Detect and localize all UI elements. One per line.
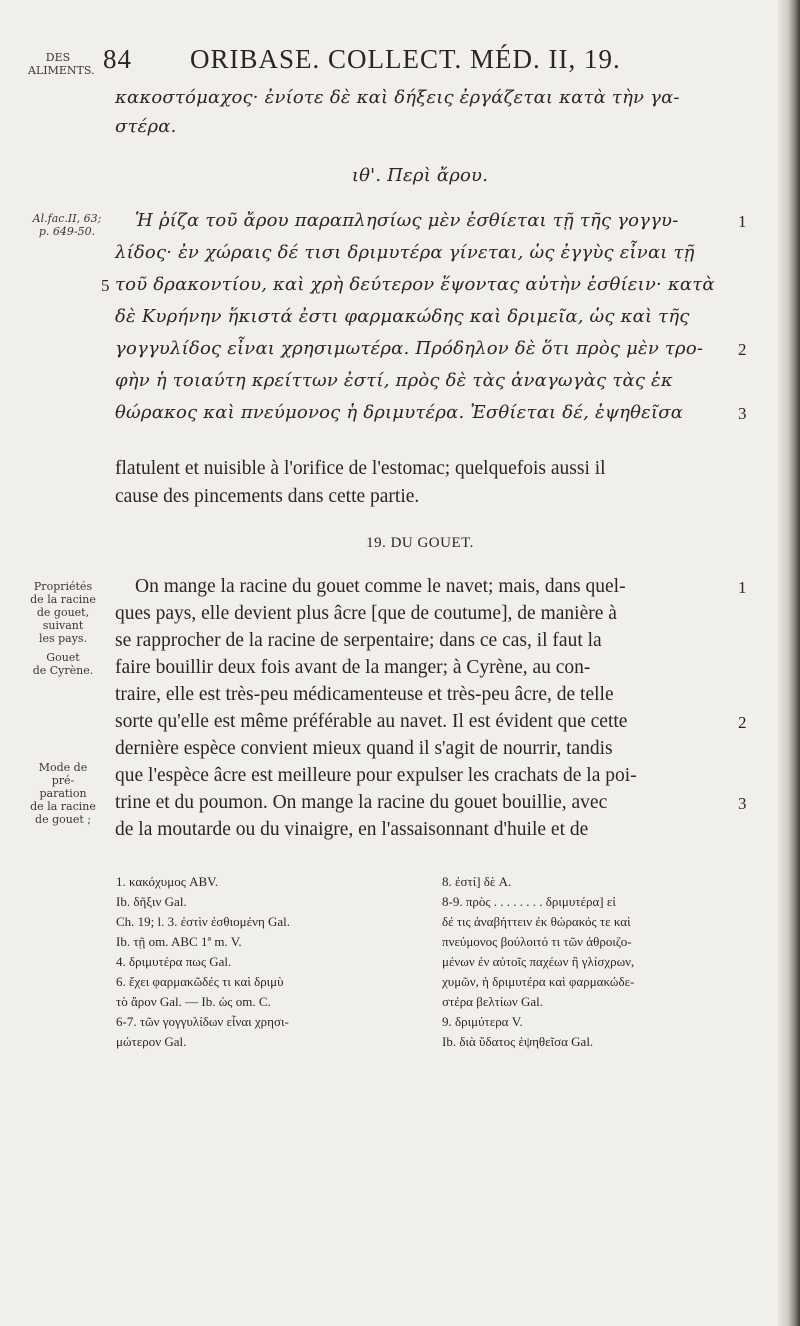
greek-section-title: ιθ'. Περὶ ἄρου.	[351, 165, 489, 186]
french-body-line: trine et du poumon. On mange la racine du gouet bouillie, avec	[115, 792, 608, 813]
margin-note-line: de gouet ;	[35, 813, 91, 826]
greek-body-line: τοῦ δρακοντίου, καὶ χρὴ δεύτερον ἕψοντας αὐτὴν ἐσθίειν· κατὰ	[115, 274, 715, 295]
french-carry-line: cause des pincements dans cette partie.	[115, 486, 420, 507]
footnote-right: Ib. διὰ ὕδατος ἑψηθεῖσα Gal.	[442, 1034, 594, 1049]
greek-body-line: Ἡ ῥίζα τοῦ ἄρου παραπλησίως μὲν ἐσθίεται τῇ τῆς γογγυ-	[135, 210, 679, 231]
running-title: ORIBASE. COLLECT. MÉD. II, 19.	[190, 44, 621, 74]
footnote-right: μένων ἐν αὐτοῖς παχέων ἢ γλίσχρων,	[442, 954, 635, 969]
french-carry-line: flatulent et nuisible à l'orifice de l'estomac; quelquefois aussi il	[115, 458, 606, 479]
greek-body-line: θώρακος καὶ πνεύμονος ἡ δριμυτέρα. Ἐσθίεται δέ, ἑψηθεῖσα	[115, 402, 684, 423]
margin-note-line: de gouet,	[36, 606, 90, 619]
line-number: 2	[738, 340, 747, 359]
greek-source-reference	[28, 212, 106, 238]
french-section-title: 19. DU GOUET.	[366, 535, 474, 551]
french-body-line: se rapprocher de la racine de serpentaire; dans ce cas, il faut la	[115, 630, 602, 651]
footnote-left: Ib. δῆξιν Gal.	[116, 894, 187, 909]
margin-note-line: de la racine	[30, 593, 96, 606]
french-body-line: faire bouillir deux fois avant de la manger; à Cyrène, au con-	[115, 657, 591, 678]
line-number: 2	[738, 713, 747, 732]
margin-note-line: de la racine	[30, 800, 96, 813]
margin-note-line: Gouet	[46, 651, 80, 664]
footnote-right: 8-9. πρὸς . . . . . . . . δριμυτέρα] εἰ	[442, 894, 616, 909]
greek-body-line: δὲ Κυρήνην ἥκιστά ἐστι φαρμακώδης καὶ δριμεῖα, ὡς καὶ τῆς	[115, 306, 690, 327]
footnote-left: 6. ἔχει φαρμακῶδές τι καὶ δριμὺ	[116, 974, 284, 989]
greek-carry-line: κακοστόμαχος· ἐνίοτε δὲ καὶ δήξεις ἐργάζεται κατὰ τὴν γα-	[115, 87, 680, 108]
french-body-line: dernière espèce convient mieux quand il s'agit de nourrir, tandis	[115, 738, 613, 759]
line-number: 3	[738, 404, 747, 423]
greek-body-line: φὴν ἡ τοιαύτη κρείττων ἐστί, πρὸς δὲ τὰς ἀναγωγὰς τὰς ἐκ	[115, 370, 673, 391]
french-body-line: ques pays, elle devient plus âcre [que de coutume], de manière à	[115, 603, 617, 624]
footnote-left: μώτερον Gal.	[116, 1034, 187, 1049]
line-number: 1	[738, 212, 747, 231]
footnote-right: χυμῶν, ἡ δριμυτέρα καὶ φαρμακώδε-	[442, 974, 635, 989]
margin-note-line: de Cyrène.	[32, 664, 94, 677]
margin-note-line: paration	[39, 787, 87, 800]
line-number: 5	[101, 276, 110, 295]
footnote-left: 1. κακόχυμος ABV.	[116, 874, 219, 889]
french-body-line: que l'espèce âcre est meilleure pour expulser les crachats de la poi-	[115, 765, 637, 786]
margin-note-properties	[28, 580, 98, 645]
margin-note-line: Propriétés	[33, 580, 93, 593]
french-body-line: On mange la racine du gouet comme le navet; mais, dans quel-	[135, 576, 626, 597]
footnote-right: πνεύμονος βούλοιτό τι τῶν ἀθροιζο-	[442, 934, 632, 949]
french-body-line: sorte qu'elle est même préférable au navet. Il est évident que cette	[115, 711, 628, 732]
line-number: 1	[738, 578, 747, 597]
margin-note-cyrene	[28, 651, 98, 677]
greek-body-line: γογγυλίδος εἶναι χρησιμωτέρα. Πρόδηλον δὲ ὅτι πρὸς μὲν τρο-	[115, 338, 704, 359]
margin-note-line: Mode de pré-	[38, 761, 88, 787]
margin-section-label-line1: DES	[45, 51, 71, 64]
footnote-left: Ib. τῇ om. ABC 1ª m. V.	[116, 934, 242, 949]
footnote-right: στέρα βελτίων Gal.	[442, 994, 544, 1009]
footnote-left: 4. δριμυτέρα πως Gal.	[116, 954, 232, 969]
greek-carry-line: στέρα.	[115, 116, 177, 137]
footnote-left: τὸ ἄρον Gal. — Ib. ὡς om. C.	[116, 994, 271, 1009]
footnote-right: δέ τις ἀναβήττειν ἐκ θώρακός τε καὶ	[442, 914, 631, 929]
page-number: 84	[103, 44, 132, 74]
footnote-left: Ch. 19; l. 3. ἐστὶν ἐσθιομένη Gal.	[116, 914, 291, 929]
french-body-line: de la moutarde ou du vinaigre, en l'assaisonnant d'huile et de	[115, 819, 589, 840]
footnote-left: 6-7. τῶν γογγυλίδων εἶναι χρησι-	[116, 1014, 289, 1029]
line-number: 3	[738, 794, 747, 813]
greek-source-reference-line2: p. 649-50.	[38, 225, 96, 238]
margin-section-label-line2: ALIMENTS.	[28, 64, 95, 77]
french-body-line: traire, elle est très-peu médicamenteuse et très-peu âcre, de telle	[115, 684, 614, 705]
margin-note-line: les pays.	[38, 632, 88, 645]
margin-section-label	[28, 51, 95, 77]
footnote-right: 8. ἐστί] δὲ A.	[442, 874, 512, 889]
page-edge-shadow	[778, 0, 800, 1326]
footnote-right: 9. δριμύτερα V.	[442, 1014, 523, 1029]
margin-note-preparation	[28, 761, 98, 826]
margin-note-line: suivant	[42, 619, 84, 632]
greek-body-line: λίδος· ἐν χώραις δέ τισι δριμυτέρα γίνεται, ὡς ἐγγὺς εἶναι τῇ	[115, 242, 695, 263]
greek-source-reference-line1: Al.fac.II, 63;	[32, 212, 102, 225]
